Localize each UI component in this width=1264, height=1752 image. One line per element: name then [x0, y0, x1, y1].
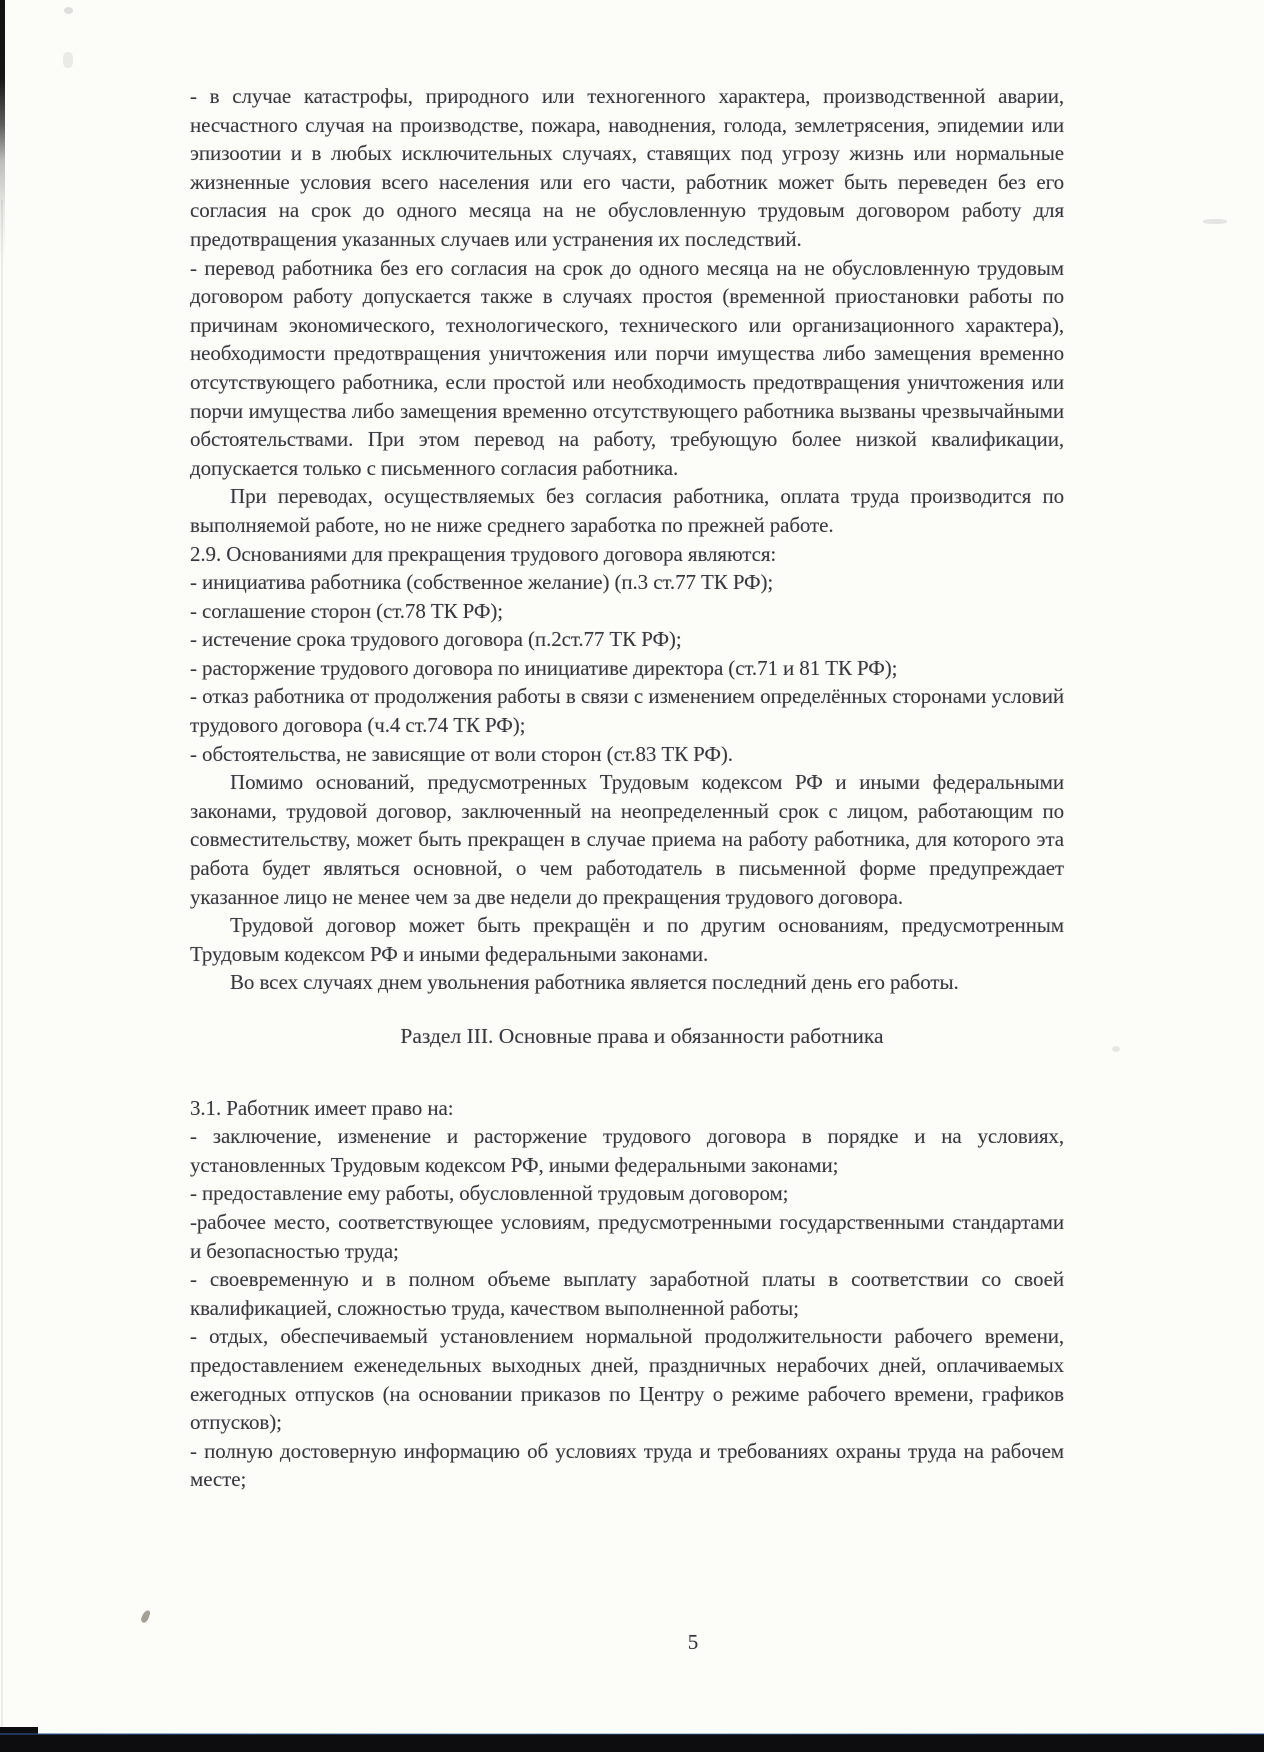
list-item-full-information: - полную достоверную информацию об условиях труда и требованиях охраны труда на рабочем месте;: [190, 1438, 1064, 1492]
section-heading: Раздел III. Основные права и обязанности работника: [400, 1024, 884, 1048]
paragraph-other-termination: Трудовой договор может быть прекращён и по другим основаниям, предусмотренным Трудовым кодексом РФ и иными федеральными законами.: [190, 913, 1064, 966]
paragraph-transfer-emergency: - в случае катастрофы, природного или техногенного характера, производственной аварии, несчастного случая на производстве, пожара, наводнения, голода, землетрясения, эпидемии или эпизоотии и в любых исключительных случаях, ставящих под угрозу жизнь или нормальные жизненные условия всего населения или его части, работник может быть переведен без его согласия на срок до одного месяца на не обусловленную трудовым договором работу для предотвращения указанных случаев или устранения их последствий.: [190, 84, 1064, 251]
list-item-workplace: -рабочее место, соответствующее условиям, предусмотренными государственными стандартами и безопасностью труда;: [190, 1209, 1064, 1263]
paragraph-transfer-pay: При переводах, осуществляемых без согласия работника, оплата труда производится по выполняемой работе, но не ниже среднего заработка по прежней работе.: [190, 484, 1064, 537]
paragraph-last-working-day: Во всех случаях днем увольнения работника является последний день его работы.: [230, 970, 959, 995]
list-item-mutual-agreement: - соглашение сторон (ст.78 ТК РФ);: [190, 598, 503, 623]
paragraph-2-9-termination-grounds: 2.9. Основаниями для прекращения трудового договора являются:: [190, 541, 777, 566]
list-item-rest: - отдых, обеспечиваемый установлением нормальной продолжительности рабочего времени, предоставлением еженедельных выходных дней, праздничных нерабочих дней, оплачиваемых ежегодных отпусков (на основании приказов по Центру о режиме рабочего времени, графиков отпусков);: [190, 1324, 1064, 1435]
scan-speck: [1112, 1046, 1120, 1052]
scan-speck: [140, 1609, 151, 1624]
scan-speck: [64, 7, 73, 14]
scan-speck: [1203, 219, 1227, 224]
list-item-director-initiative: - расторжение трудового договора по инициативе директора (ст.71 и 81 ТК РФ);: [190, 655, 898, 680]
page-number: 5: [687, 1630, 699, 1654]
scan-edge-hairline: [1, 200, 3, 1752]
scan-speck: [63, 52, 73, 68]
list-item-work-provision: - предоставление ему работы, обусловленной трудовым договором;: [190, 1181, 789, 1206]
list-item-contract-conclusion: - заключение, изменение и расторжение трудового договора в порядке и на условиях, установленных Трудовым кодексом РФ, иными федеральными законами;: [190, 1124, 1064, 1177]
list-item-timely-pay: - своевременную и в полном объеме выплату заработной платы в соответствии со своей квалификацией, сложностью труда, качеством выполненной работы;: [190, 1267, 1064, 1320]
list-item-employee-initiative: - инициатива работника (собственное желание) (п.3 ст.77 ТК РФ);: [190, 570, 774, 595]
scan-edge-artifact-bottom: [0, 1734, 1264, 1752]
paragraph-3-1-employee-rights: 3.1. Работник имеет право на:: [190, 1095, 454, 1120]
scan-edge-fringe: [0, 1733, 1264, 1735]
document-body: [190, 82, 1064, 1494]
list-item-employee-refusal: - отказ работника от продолжения работы в связи с изменением определённых сторонами условий трудового договора (ч.4 ст.74 ТК РФ);: [190, 684, 1064, 738]
list-item-independent-circumstances: - обстоятельства, не зависящие от воли сторон (ст.83 ТК РФ).: [190, 741, 733, 766]
paragraph-other-grounds: Помимо оснований, предусмотренных Трудовым кодексом РФ и иными федеральными законами, трудовой договор, заключенный на неопределенный срок с лицом, работающим по совместительству, может быть прекращен в случае приема на работу работника, для которого эта работа будет являться основной, о чем работодатель в письменной форме предупреждает указанное лицо не менее чем за две недели до прекращения трудового договора.: [190, 770, 1064, 909]
list-item-contract-expiry: - истечение срока трудового договора (п.2ст.77 ТК РФ);: [190, 627, 682, 652]
paragraph-transfer-downtime: - перевод работника без его согласия на срок до одного месяца на не обусловленную трудовым договором работу допускается также в случаях простоя (временной приостановки работы по причинам экономического, технологического, технического или организационного характера), необходимости предотвращения уничтожения или порчи имущества либо замещения временно отсутствующего работника, если простой или необходимость предотвращения уничтожения или порчи имущества либо замещения временно отсутствующего работника вызваны чрезвычайными обстоятельствами. При этом перевод на работу, требующую более низкой квалификации, допускается только с письменного согласия работника.: [190, 255, 1064, 480]
